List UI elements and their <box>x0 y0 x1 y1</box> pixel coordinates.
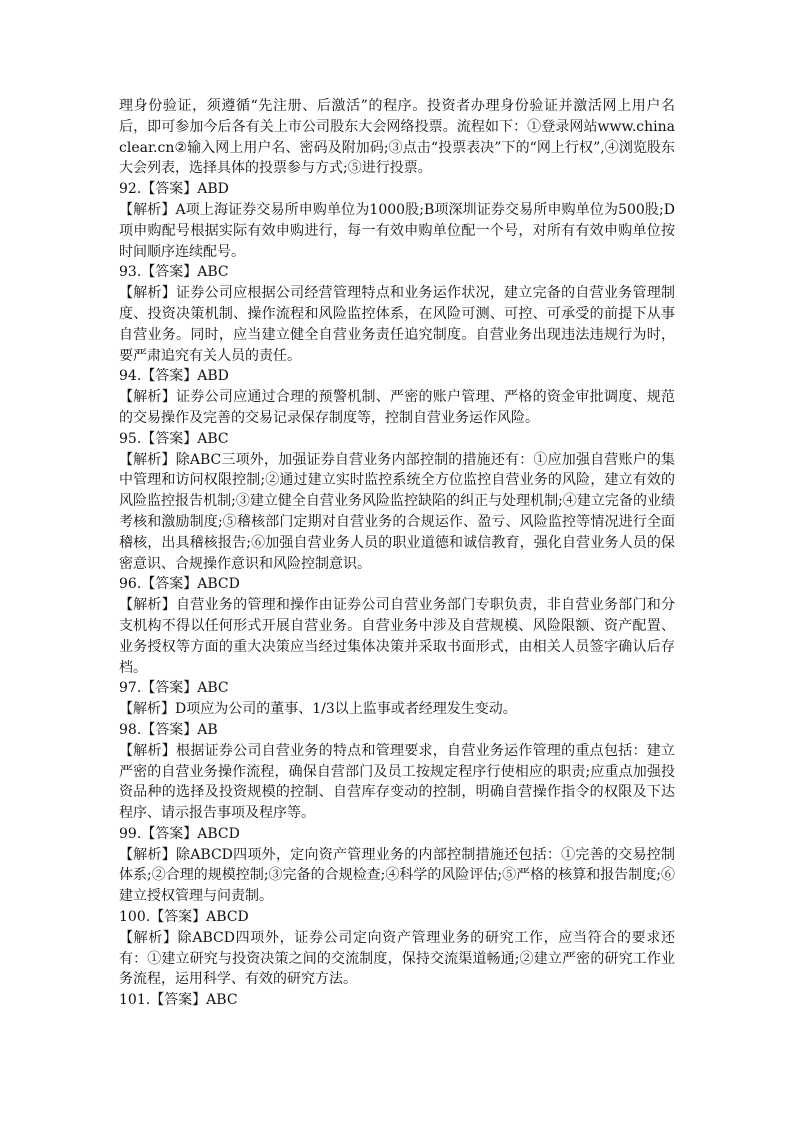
answer-100: 100.【答案】ABCD <box>119 909 249 926</box>
answer-97: 97.【答案】ABC <box>119 680 229 697</box>
answer-98: 98.【答案】AB <box>119 721 218 738</box>
document-page <box>119 96 675 1011</box>
analysis-96: 【解析】自营业务的管理和操作由证券公司自营业务部门专职负责，非自营业务部门和分支机构不得以任何形式开展自营业务。自营业务中涉及自营规模、风险限额、资产配置、业务授权等方面的重大决策应当经过集体决策并采取书面形式，由相关人员签字确认后存档。 <box>119 597 675 676</box>
analysis-98: 【解析】根据证券公司自营业务的特点和管理要求，自营业务运作管理的重点包括：建立严密的自营业务操作流程，确保自营部门及员工按规定程序行使相应的职责;应重点加强投资品种的选择及投资规模的控制、自营库存变动的控制，明确自营操作指令的权限及下达程序、请示报告事项及程序等。 <box>119 742 675 822</box>
answer-101: 101.【答案】ABC <box>119 992 238 1009</box>
analysis-94: 【解析】证券公司应通过合理的预警机制、严密的账户管理、严格的资金审批调度、规范的交易操作及完善的交易记录保存制度等，控制自营业务运作风险。 <box>119 389 675 426</box>
analysis-95: 【解析】除ABC三项外，加强证券自营业务内部控制的措施还有：①应加强自营账户的集中管理和访问权限控制;②通过建立实时监控系统全方位监控自营业务的风险，建立有效的风险监控报告机制;③建立健全自营业务风险监控缺陷的纠正与处理机制;④建立完备的业绩考核和激励制度;⑤稽核部门定期对自营业务的合规运作、盈亏、风险监控等情况进行全面稽核，出具稽核报告;⑥加强自营业务人员的职业道德和诚信教育，强化自营业务人员的保密意识、合规操作意识和风险控制意识。 <box>119 451 675 572</box>
answer-99: 99.【答案】ABCD <box>119 825 240 842</box>
analysis-97: 【解析】D项应为公司的董事、1/3以上监事或者经理发生变动。 <box>119 701 517 718</box>
answer-95: 95.【答案】ABC <box>119 430 229 447</box>
analysis-92: 【解析】A项上海证券交易所申购单位为1000股;B项深圳证券交易所申购单位为500股;D项申购配号根据实际有效申购进行，每一有效申购单位配一个号，对所有有效申购单位按时间顺序连续配号。 <box>119 201 675 260</box>
analysis-93: 【解析】证券公司应根据公司经营管理特点和业务运作状况，建立完备的自营业务管理制度、投资决策机制、操作流程和风险监控体系，在风险可测、可控、可承受的前提下从事自营业务。同时，应当建立健全自营业务责任追究制度。自营业务出现违法违规行为时，要严肃追究有关人员的责任。 <box>119 285 675 364</box>
analysis-99: 【解析】除ABCD四项外，定向资产管理业务的内部控制措施还包括：①完善的交易控制体系;②合理的规模控制;③完备的合规检查;④科学的风险评估;⑤严格的核算和报告制度;⑥建立授权管理与问责制。 <box>119 846 675 905</box>
answer-96: 96.【答案】ABCD <box>119 576 240 593</box>
answer-94: 94.【答案】ABD <box>119 368 229 385</box>
answer-92: 92.【答案】ABD <box>119 181 229 198</box>
intro-paragraph: 理身份验证，须遵循“先注册、后激活”的程序。投资者办理身份验证并激活网上用户名后，即可参加今后各有关上市公司股东大会网络投票。流程如下：①登录网站www.chinaclear.cn②输入网上用户名、密码及附加码;③点击“投票表决”下的“网上行权”,④浏览股东大会列表，选择具体的投票参与方式;⑤进行投票。 <box>119 98 675 177</box>
analysis-100: 【解析】除ABCD四项外，证券公司定向资产管理业务的研究工作，应当符合的要求还有：①建立研究与投资决策之间的交流制度，保持交流渠道畅通;②建立严密的研究工作业务流程，运用科学、有效的研究方法。 <box>119 929 675 988</box>
answer-93: 93.【答案】ABC <box>119 264 229 281</box>
